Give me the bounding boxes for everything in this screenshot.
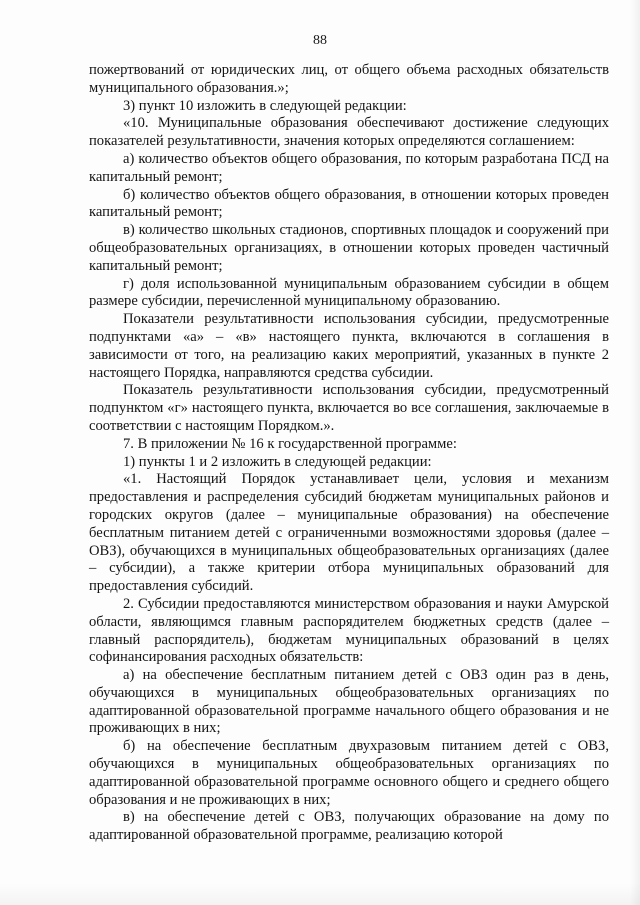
paragraph-points-1-2: 1) пункты 1 и 2 изложить в следующей редакции: — [123, 453, 432, 470]
paragraph-procedure-2: 2. Субсидии предоставляются министерством образования и науки Амурской области, являющимся главным распорядителем бюджетных средств (далее – главный распорядитель), бюджетам муниципальных образований в целях софинансирования расходных обязательств: — [89, 595, 609, 666]
paragraph-procedure-1: «1. Настоящий Порядок устанавливает цели, условия и механизм предоставления и распределения субсидий бюджетам муниципальных районов и городских округов (далее – муниципальные образования) на обеспечение бесплатным питанием детей с ограниченными возможностями здоровья (далее – ОВЗ), обучающихся в муниципальных общеобразовательных организациях (далее – субсидии), а также критерии отбора муниципальных образований для предоставления субсидий. — [89, 471, 609, 595]
paragraph-procedure-2a: а) на обеспечение бесплатным питанием детей с ОВЗ один раз в день, обучающихся в муниципальных общеобразовательных организациях по адаптированной образовательной программе начального общего образования и не проживающих в них; — [89, 667, 609, 737]
paragraph-item-3: 3) пункт 10 изложить в следующей редакции: — [123, 97, 407, 114]
paragraph-subpoint-b: б) количество объектов общего образования, в отношении которых проведен капитальный ремонт; — [89, 186, 609, 221]
scan-edge-shade — [630, 0, 640, 905]
paragraph-indicators: Показатели результативности использования субсидии, предусмотренные подпунктами «а» – «в» настоящего пункта, включаются в соглашения в зависимости от того, на реализацию каких мероприятий, указанных в пункте 2 настоящего Порядка, направляются средства субсидии. — [89, 311, 609, 381]
paragraph-indicator-g: Показатель результативности использования субсидии, предусмотренный подпунктом «г» настоящего пункта, включается во все соглашения, заключаемые в соответствии с настоящим Порядком.». — [89, 382, 609, 434]
paragraph-point-10: «10. Муниципальные образования обеспечивают достижение следующих показателей результативности, значения которых определяются соглашением: — [89, 115, 609, 150]
page-number: 88 — [313, 33, 327, 48]
paragraph-subpoint-g: г) доля использованной муниципальным образованием субсидии в общем размере субсидии, перечисленной муниципальному образованию. — [89, 275, 609, 310]
paragraph-procedure-2b: б) на обеспечение бесплатным двухразовым питанием детей с ОВЗ, обучающихся в муниципальных общеобразовательных организациях по адаптированной образовательной программе основного общего и среднего общего образования и не проживающих в них; — [89, 738, 609, 808]
paragraph-subpoint-v: в) количество школьных стадионов, спортивных площадок и сооружений при общеобразовательных организациях, в отношении которых проведен частичный капитальный ремонт; — [89, 222, 609, 274]
paragraph-continuation: пожертвований от юридических лиц, от общего объема расходных обязательств муниципального образования.»; — [89, 62, 609, 96]
document-body — [89, 62, 609, 845]
scan-bottom-shade — [0, 883, 640, 905]
paragraph-subpoint-a: а) количество объектов общего образования, по которым разработана ПСД на капитальный ремонт; — [89, 150, 609, 185]
paragraph-appendix-16: 7. В приложении № 16 к государственной программе: — [123, 435, 457, 452]
paragraph-procedure-2v: в) на обеспечение детей с ОВЗ, получающих образование на дому по адаптированной образовательной программе, реализацию которой — [89, 809, 609, 844]
